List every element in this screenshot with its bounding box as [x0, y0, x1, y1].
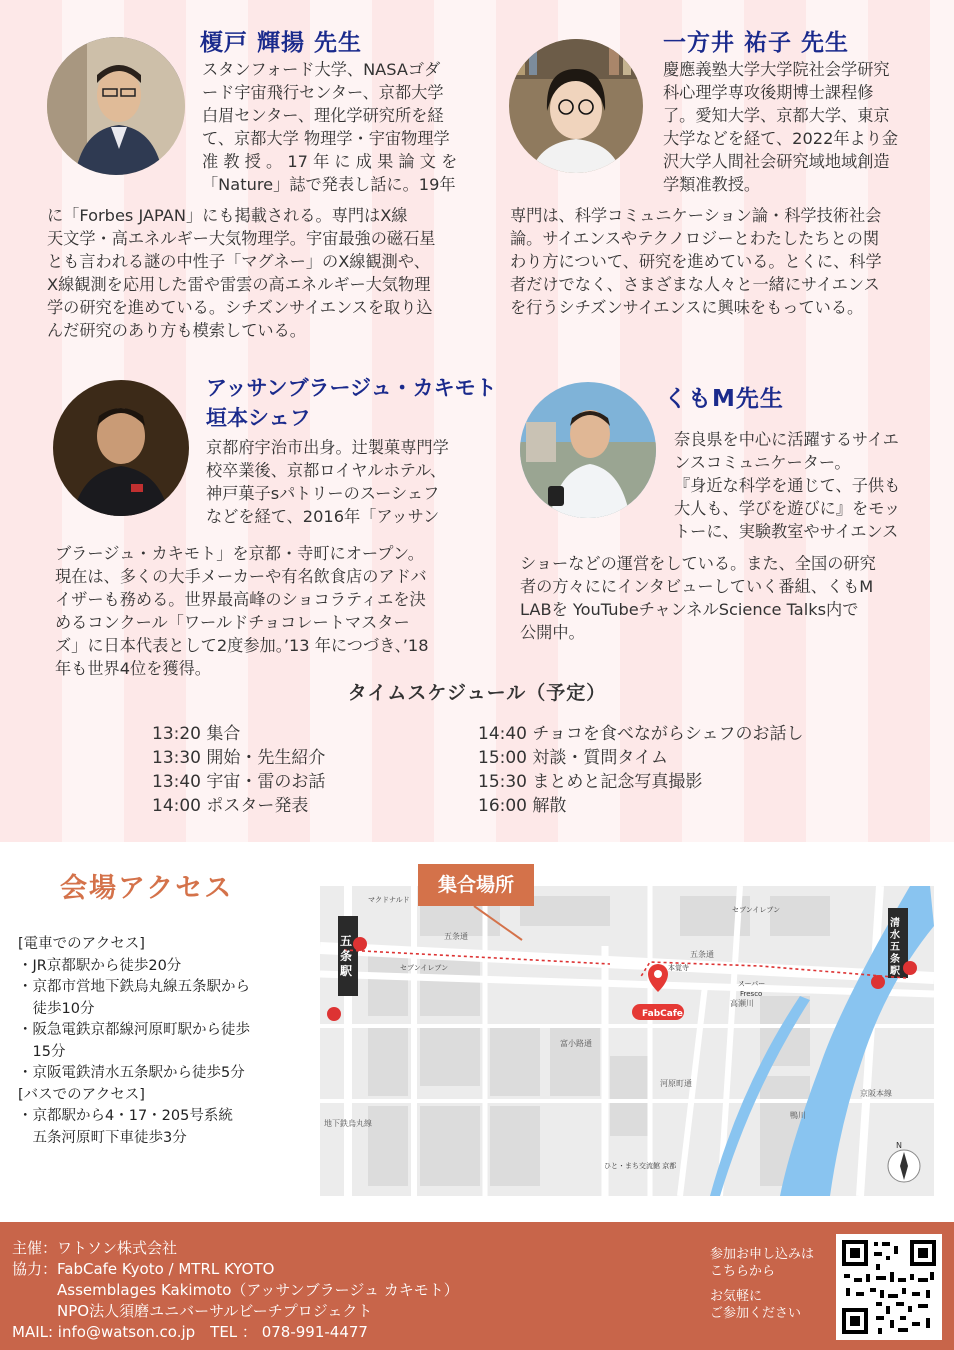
map-street-gojo-1: 五条通 — [444, 932, 468, 941]
access-line: [バスでのアクセス] — [18, 1086, 145, 1103]
bio-line: 現在は、多くの大手メーカーや有名飲食店のアドバ — [55, 567, 427, 586]
access-title: 会場アクセス — [60, 873, 234, 904]
access-line: [電車でのアクセス] — [18, 936, 145, 952]
apply-line: こちらから — [710, 1264, 776, 1279]
bio-line: 者の方々ににインタビューしていく番組、くもM — [520, 577, 874, 596]
apply-line — [710, 1280, 814, 1288]
bio-line: 神戸菓子sパトリーのスーシェフ — [206, 484, 440, 503]
footer-line: 主催：ワトソン株式会社 — [12, 1239, 178, 1257]
bio-line: めるコンクール「ワールドチョコレートマスター — [55, 613, 410, 632]
bio-line: 奈良県を中心に活躍するサイエ — [674, 430, 899, 449]
footer-contact[interactable]: MAIL: info@watson.co.jp TEL ： 078-991-4477 — [12, 1323, 368, 1341]
application-qr-code[interactable] — [836, 1234, 942, 1340]
schedule-item: 13:20 集合 — [152, 724, 241, 744]
schedule-item: 15:00 対談・質問タイム — [478, 748, 669, 768]
bio-line: X線観測を応用した雷や雷雲の高エネルギー大気物理 — [47, 275, 431, 294]
map-river-kamo: 鴨川 — [790, 1111, 806, 1120]
schedule-title: タイムスケジュール（予定） — [347, 682, 607, 704]
map-store-fresco-1: スーパー — [738, 980, 766, 988]
apply-line: ご参加ください — [710, 1306, 802, 1321]
bio-line: んだ研究のあり方も模索している。 — [47, 321, 306, 340]
speaker-name-ikarashi: 一方井 祐子 先生 — [663, 30, 850, 56]
bio-line: ンスコミュニケーター。 — [674, 453, 851, 472]
bio-line: ブラージュ・カキモト」を京都・寺町にオープン。 — [55, 544, 424, 563]
speaker-bio-kakimoto — [206, 436, 449, 528]
bio-line: トーに、実験教室やサイエンス — [674, 522, 899, 541]
access-line: 15分 — [18, 1043, 66, 1060]
bio-line: 京都府宇治市出身。辻製菓専門学 — [206, 438, 449, 457]
schedule-item: 14:40 チョコを食べながらシェフのお話し — [478, 724, 804, 744]
access-line: ・京都駅から4・17・205号系統 — [18, 1108, 233, 1124]
map-street-gojo-2: 五条通 — [690, 950, 714, 959]
schedule-item: 13:30 開始・先生紹介 — [152, 748, 326, 768]
bio-line: 学類准教授。 — [663, 175, 761, 194]
map-store-seven-1: セブンイレブン — [400, 964, 449, 972]
speaker-bio-kumom-wide — [520, 552, 876, 644]
speaker-name-enoto: 榎戸 輝揚 先生 — [200, 30, 363, 56]
schedule-item: 16:00 解散 — [478, 796, 567, 816]
footer — [0, 1222, 954, 1350]
map-venue-label: FabCafe — [642, 1009, 683, 1019]
speaker-bio-ikarashi-wide — [510, 204, 882, 319]
bio-line: 年も世界4位を獲得。 — [55, 659, 211, 678]
speaker-photo-enoto — [47, 37, 185, 175]
footer-line: NPO法人須磨ユニバーサルビーチプロジェクト — [12, 1302, 373, 1320]
schedule-item: 15:30 まとめと記念写真撮影 — [478, 772, 703, 792]
bio-line: イザーも務める。世界最高峰のショコラティエを決 — [55, 590, 426, 609]
schedule-left — [152, 722, 325, 818]
speaker-bio-ikarashi — [663, 58, 898, 196]
bio-line: 大学などを経て、2022年より金 — [663, 129, 899, 148]
bio-line: 者だけでなく、さまざまな人々と一緒にサイエンス — [510, 275, 880, 294]
footer-credits — [12, 1238, 459, 1343]
bio-line: 『身近な科学を通じて、子供も — [674, 476, 901, 495]
access-line: ・JR京都駅から徒歩20分 — [18, 957, 182, 974]
bio-line: 「Nature」誌で発表し話に。19年 — [202, 175, 456, 194]
meeting-point-pointer — [470, 906, 530, 946]
speaker-bio-kakimoto-wide — [55, 542, 429, 680]
apply-line: 参加お申し込みは — [710, 1247, 815, 1262]
map-north-label: N — [896, 1141, 902, 1150]
access-directions — [18, 934, 250, 1149]
access-line: ・阪急電鉄京都線河原町駅から徒歩 — [18, 1022, 250, 1038]
bio-line: ショーなどの運営をしている。また、全国の研究 — [520, 554, 876, 573]
bio-line: 公開中。 — [520, 623, 585, 642]
footer-line: Assemblages Kakimoto（アッサンブラージュ カキモト） — [12, 1281, 459, 1299]
map-station-left-label: 五 条 駅 — [340, 934, 353, 978]
bio-line: わり方について、研究を進めている。とくに、科学 — [510, 252, 882, 271]
venue-map[interactable] — [320, 886, 934, 1196]
apply-line: お気軽に — [710, 1289, 763, 1304]
bio-line: とも言われる謎の中性子「マグネー」のX線観測や、 — [47, 252, 430, 271]
map-street-keihan: 京阪本線 — [860, 1089, 892, 1098]
map-store-honkaku: 本覚寺 — [668, 964, 689, 972]
bio-line: 大人も、学びを遊びに』をモッ — [674, 499, 901, 518]
schedule-item: 14:00 ポスター発表 — [152, 796, 309, 816]
bio-line: などを経て、2016年「アッサン — [206, 507, 440, 526]
bio-line: 校卒業後、京都ロイヤルホテル、 — [206, 461, 447, 480]
speaker-name-kakimoto-2: 垣本シェフ — [206, 406, 311, 430]
map-street-tominokoji: 富小路通 — [560, 1039, 592, 1048]
map-landmark: ひと・まち交流館 京都 — [604, 1162, 677, 1170]
bio-line: 論。サイエンスやテクノロジーとわたしたちとの関 — [510, 229, 880, 248]
bio-line: 慶應義塾大学大学院社会学研究 — [663, 60, 890, 79]
bio-line: 学の研究を進めている。シチズンサイエンスを取り込 — [47, 298, 433, 317]
schedule-item: 13:40 宇宙・雷のお話 — [152, 772, 326, 792]
bio-line: LABを YouTubeチャンネルScience Talks内で — [520, 600, 859, 619]
bio-line: 沢大学人間社会研究域地域創造 — [663, 152, 890, 171]
speaker-bio-enoto-wide — [47, 204, 436, 342]
access-line: 五条河原町下車徒歩3分 — [18, 1129, 187, 1146]
bio-line: に「Forbes JAPAN」にも掲載される。専門はX線 — [47, 206, 408, 225]
bio-line: 科心理学専攻後期博士課程修 — [663, 83, 874, 102]
speaker-photo-ikarashi — [509, 39, 643, 173]
speaker-name-kumom: くもM先生 — [664, 386, 784, 412]
map-station-right-label: 清 水 五 条 駅 — [890, 918, 900, 977]
map-river-takase: 高瀬川 — [730, 999, 754, 1008]
map-store-seven-2: セブンイレブン — [732, 906, 781, 914]
bio-line: ズ」に日本代表として2度参加。’13 年につづき、’18 — [55, 636, 429, 655]
map-street-karasuma: 地下鉄烏丸線 — [324, 1119, 372, 1128]
speaker-photo-kumom — [520, 382, 656, 518]
bio-line: 白眉センター、理化学研究所を経 — [202, 106, 444, 125]
apply-text — [710, 1246, 814, 1322]
access-line: ・京都市営地下鉄烏丸線五条駅から — [18, 979, 250, 995]
speaker-bio-kumom — [674, 428, 900, 543]
bio-line: 准 教 授 。 17 年 に 成 果 論 文 を — [202, 152, 458, 171]
bio-line: 天文学・高エネルギー大気物理学。宇宙最強の磁石星 — [47, 229, 436, 248]
speaker-name-kakimoto-1: アッサンブラージュ・カキモト — [206, 376, 497, 400]
map-store-mcdonalds: マクドナルド — [368, 896, 410, 904]
access-line: ・京阪電鉄清水五条駅から徒歩5分 — [18, 1065, 245, 1081]
bio-line: ード宇宙飛行センター、京都大学 — [202, 83, 444, 102]
bio-line: を行うシチズンサイエンスに興味をもっている。 — [510, 298, 864, 317]
map-street-kawaramachi: 河原町通 — [660, 1079, 692, 1088]
map-store-fresco-2: Fresco — [740, 990, 763, 998]
speaker-bio-enoto — [202, 58, 457, 196]
schedule-right — [478, 722, 804, 818]
bio-line: 了。愛知大学、京都大学、東京 — [663, 106, 890, 125]
bio-line: 専門は、科学コミュニケーション論・科学技術社会 — [510, 206, 882, 225]
footer-line: 協力：FabCafe Kyoto / MTRL KYOTO — [12, 1260, 275, 1278]
access-line: 徒歩10分 — [18, 1000, 95, 1017]
bio-line: て、京都大学 物理学・宇宙物理学 — [202, 129, 450, 148]
bio-line: スタンフォード大学、NASAゴダ — [202, 60, 441, 79]
meeting-point-label: 集合場所 — [418, 864, 534, 906]
speaker-photo-kakimoto — [53, 380, 189, 516]
